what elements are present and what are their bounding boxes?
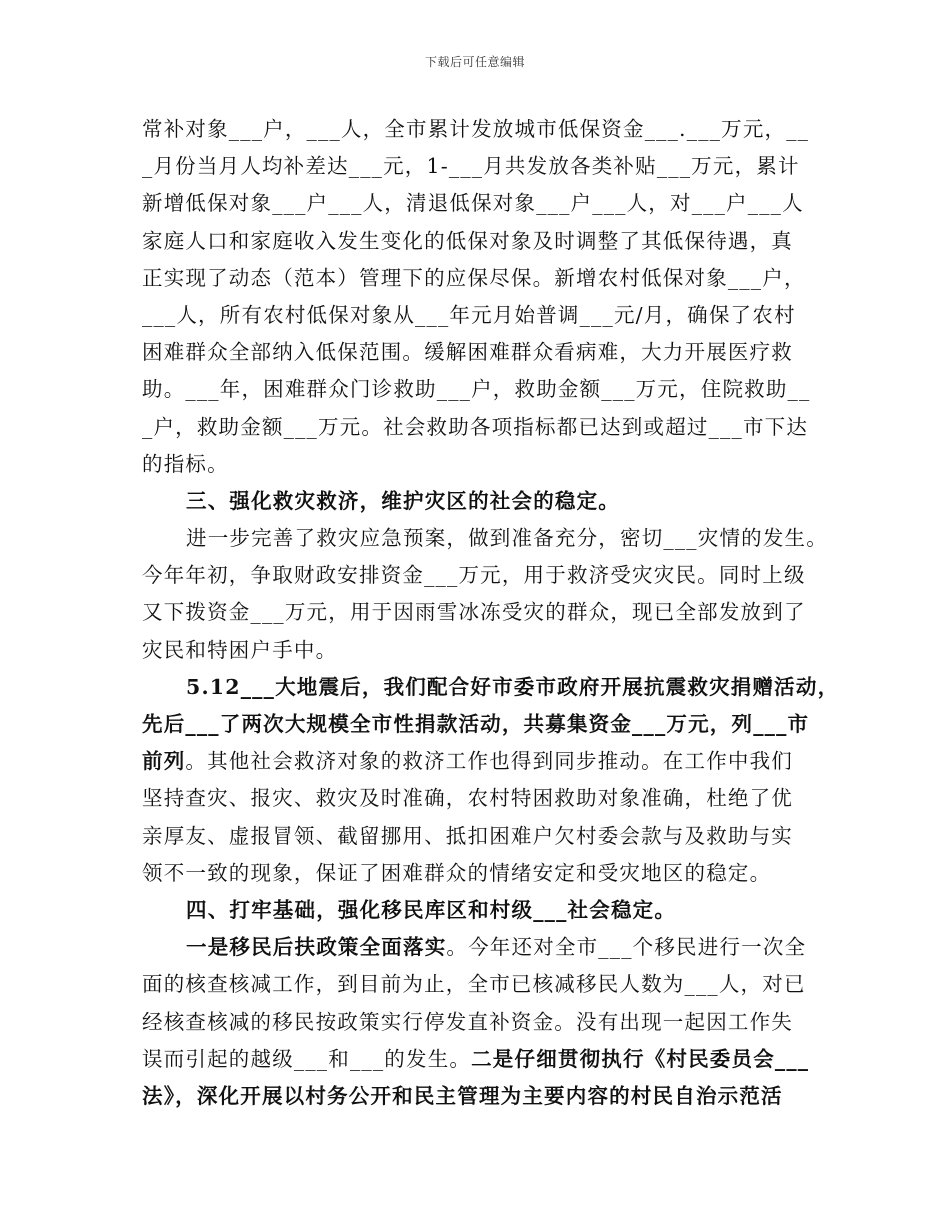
text-line: 助。___年，困难群众门诊救助___户，救助金额___万元，住院救助__ [142, 377, 811, 402]
text-line: 新增低保对象___户___人，清退低保对象___户___人，对___户___人 [142, 191, 804, 216]
text-segment: 二是仔细贯彻执行《村民委员会___ [471, 1046, 810, 1071]
text-segment: 。今年还对全市___个移民进行一次全 [446, 935, 807, 960]
text-line: 领不一致的现象，保证了困难群众的情绪安定和受灾地区的稳定。 [142, 860, 772, 885]
text-line: 又下拨资金___万元，用于因雨雪冰冻受灾的群众，现已全部发放到了 [142, 600, 806, 625]
text-line [142, 1041, 808, 1078]
text-line: 先后___了两次大规模全市性捐款活动，共募集资金___万元，列___市 [142, 712, 810, 736]
text-line: 四、打牢基础，强化移民库区和村级___社会稳定。 [186, 897, 677, 922]
text-line [142, 929, 808, 966]
text-line: 家庭人口和家庭收入发生变化的低保对象及时调整了其低保待遇，真 [142, 228, 793, 253]
text-line: _户，救助金额___万元。社会救助各项指标都已达到或超过___市下达 [142, 414, 809, 439]
text-segment: 一是移民后扶政策全面落实 [186, 935, 447, 960]
text-line: 坚持查灾、报灾、救灾及时准确，农村特困救助对象准确，杜绝了优 [142, 786, 793, 811]
text-line: 三、强化救灾救济，维护灾区的社会的稳定。 [186, 488, 620, 513]
text-line: 今年年初，争取财政安排资金___万元，用于救济受灾灾民。同时上级 [142, 563, 806, 588]
text-line: 常补对象___户，___人，全市累计发放城市低保资金___.___万元，__ [142, 117, 810, 141]
text-line: 进一步完善了救灾应急预案，做到准备充分，密切___灾情的发生。 [186, 526, 828, 551]
text-line: 法》，深化开展以村务公开和民主管理为主要内容的村民自治示范活 [142, 1083, 783, 1108]
text-segment: 。其他社会救济对象的救济工作也得到同步推动。在工作中我们 [185, 749, 794, 774]
text-segment: 误而引起的越级___和___的发生。 [142, 1046, 472, 1071]
text-line: 5.12___大地震后，我们配合好市委市政府开展抗震救灾捐赠活动， [186, 674, 840, 699]
text-line: 灾民和特困户手中。 [142, 637, 338, 662]
text-segment: 前列 [142, 749, 186, 774]
text-line: 亲厚友、虚报冒领、截留挪用、抵扣困难户欠村委会款与及救助与实 [142, 823, 793, 848]
page-header: 下载后可任意编辑 [424, 55, 525, 69]
text-line: 面的核查核减工作，到目前为止，全市已核减移民人数为___人，对已 [142, 972, 806, 997]
text-line: 经核查核减的移民按政策实行停发直补资金。没有出现一起因工作失 [142, 1009, 793, 1034]
text-line [142, 743, 808, 780]
text-line: 的指标。 [142, 451, 229, 476]
text-line: 正实现了动态（范本）管理下的应保尽保。新增农村低保对象___户， [142, 265, 806, 290]
text-line: ___人，所有农村低保对象从___年元月始普调___元/月，确保了农村 [142, 302, 796, 327]
text-line: _月份当月人均补差达___元，1-___月共发放各类补贴___万元，累计 [142, 154, 800, 179]
text-line: 困难群众全部纳入低保范围。缓解困难群众看病难，大力开展医疗救 [142, 340, 793, 365]
document-body [142, 111, 840, 1115]
